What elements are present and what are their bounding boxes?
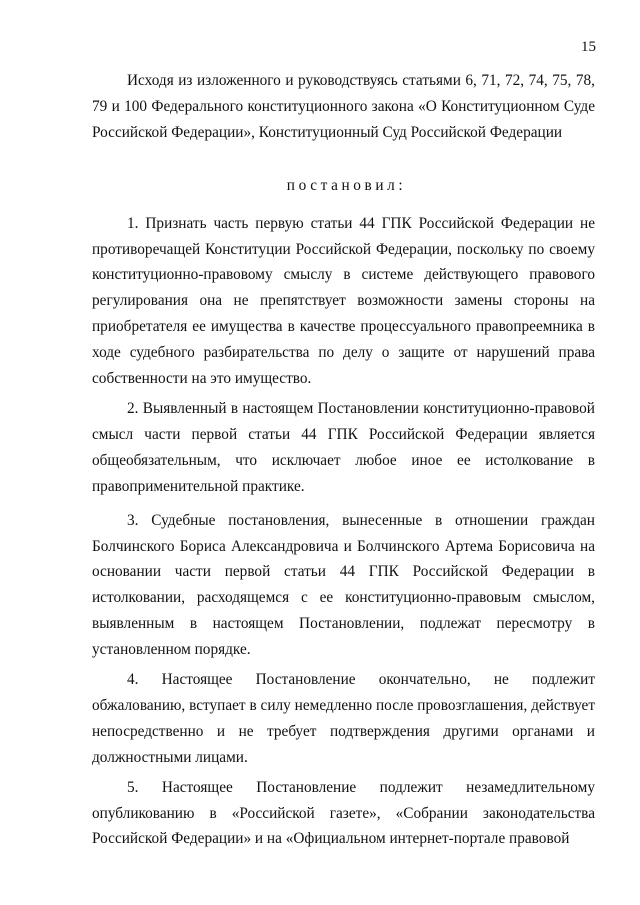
- resolution-item-3: 3. Судебные постановления, вынесенные в отношении граждан Болчинского Бориса Александровича и Болчинского Артема Борисовича на основании части первой статьи 44 ГПК Российской Федерации в истолковании, расходящемся с ее конституционно-правовым смыслом, выявленным в настоящем Постановлении, подлежат пересмотру в установленном порядке.: [92, 511, 595, 659]
- resolution-item-1: 1. Признать часть первую статьи 44 ГПК Российской Федерации не противоречащей Конституции Российской Федерации, поскольку по своему конституционно-правовому смыслу в системе действующего правового регулирования она не препятствует возможности замены стороны на приобретателя ее имущества в качестве процессуального правопреемника в ходе судебного разбирательства по делу о защите от нарушений права собственности на это имущество.: [92, 214, 595, 388]
- resolution-item-4: 4. Настоящее Постановление окончательно, не подлежит обжалованию, вступает в силу немедленно после провозглашения, действует непосредственно и не требует подтверждения другими органами и должностными лицами.: [92, 671, 595, 766]
- resolution-item-2: 2. Выявленный в настоящем Постановлении конституционно-правовой смысл части первой статьи 44 ГПК Российской Федерации является общеобязательным, что исключает любое иное ее истолкование в правоприменительной практике.: [92, 399, 595, 495]
- page-number: 15: [581, 39, 596, 55]
- intro-paragraph: Исходя из изложенного и руководствуясь статьями 6, 71, 72, 74, 75, 78, 79 и 100 Федерального конституционного закона «О Конституционном Суде Российской Федерации», Конституционный Суд Российской Федерации: [92, 72, 595, 141]
- resolution-item-5: 5. Настоящее Постановление подлежит незамедлительному опубликованию в «Российской газете», «Собрании законодательства Российской Федерации» и на «Официальном интернет-портале правовой: [92, 778, 595, 848]
- document-body: [92, 68, 595, 852]
- decree-heading: постановил:: [286, 176, 407, 194]
